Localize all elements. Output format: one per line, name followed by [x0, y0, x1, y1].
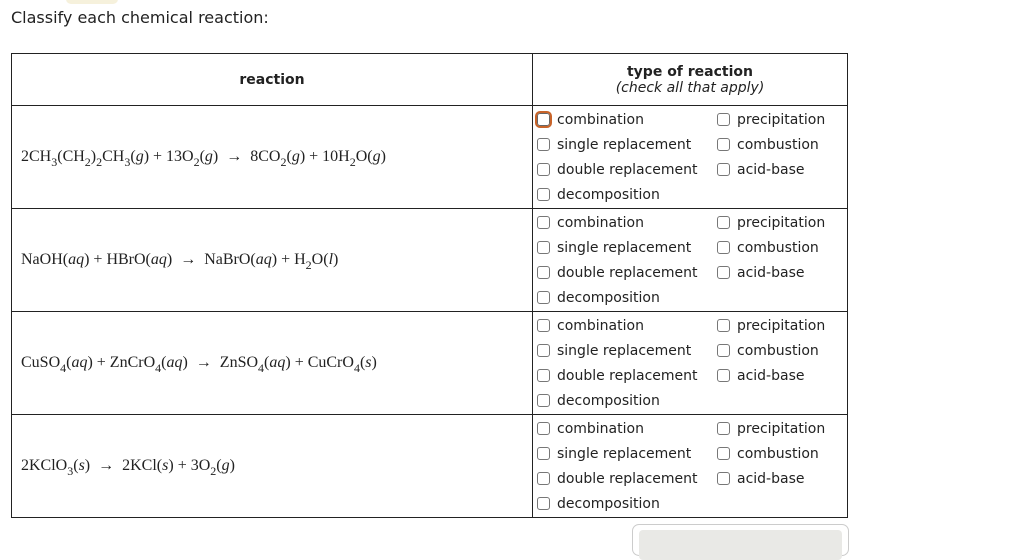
equation-part: ) + CuCrO: [285, 354, 354, 371]
option-label: single replacement: [557, 239, 692, 256]
option-acid-base[interactable]: [717, 363, 847, 388]
option-single-replacement[interactable]: [537, 338, 717, 363]
reaction-row: [12, 106, 848, 209]
reaction-equation: [12, 209, 533, 312]
option-acid-base[interactable]: [717, 466, 847, 491]
classification-table: [11, 53, 848, 518]
option-label: precipitation: [737, 214, 826, 231]
option-single-replacement[interactable]: [537, 441, 717, 466]
equation-part: (: [161, 354, 167, 371]
equation-part: aq: [255, 251, 272, 268]
equation-part: O(: [311, 251, 329, 268]
option-combination[interactable]: [537, 416, 717, 441]
equation-part: 2: [305, 258, 312, 272]
option-label: double replacement: [557, 470, 698, 487]
option-double-replacement[interactable]: [537, 260, 717, 285]
checkbox[interactable]: [717, 472, 730, 485]
checkbox[interactable]: [717, 422, 730, 435]
equation-part: ) → 8CO: [212, 148, 281, 165]
option-label: combustion: [737, 445, 819, 462]
option-label: combustion: [737, 342, 819, 359]
option-label: combination: [557, 111, 644, 128]
option-label: combustion: [737, 136, 819, 153]
checkbox[interactable]: [717, 447, 730, 460]
checkbox[interactable]: [537, 216, 550, 229]
reaction-type-options: [533, 209, 848, 312]
equation-part: s: [365, 354, 372, 371]
equation-part: aq: [166, 354, 183, 371]
equation-part: aq: [68, 251, 85, 268]
option-decomposition[interactable]: [537, 182, 717, 207]
equation-part: (CH: [57, 148, 85, 165]
equation-part: ) + ZnCrO: [87, 354, 156, 371]
option-acid-base[interactable]: [717, 157, 847, 182]
option-label: decomposition: [557, 186, 660, 203]
equation-part: 4: [155, 361, 162, 375]
option-single-replacement[interactable]: [537, 235, 717, 260]
header-type-label: type of reaction: [626, 63, 753, 80]
option-label: decomposition: [557, 495, 660, 512]
option-combination[interactable]: [537, 107, 717, 132]
option-label: combination: [557, 214, 644, 231]
checkbox[interactable]: [537, 163, 550, 176]
option-label: combustion: [737, 239, 819, 256]
option-precipitation[interactable]: [717, 107, 847, 132]
equation-part: 3: [124, 155, 131, 169]
option-label: single replacement: [557, 136, 692, 153]
reaction-row: [12, 415, 848, 518]
option-label: acid-base: [737, 264, 805, 281]
option-combination[interactable]: [537, 313, 717, 338]
option-double-replacement[interactable]: [537, 466, 717, 491]
equation-part: aq: [269, 354, 286, 371]
checkbox[interactable]: [537, 422, 550, 435]
equation-part: ) + 13O: [143, 148, 194, 165]
bottom-action-panel: [632, 524, 849, 556]
equation-part: g: [291, 148, 300, 165]
option-combustion[interactable]: [717, 132, 847, 157]
equation-part: 3: [51, 155, 58, 169]
equation-part: (: [286, 148, 292, 165]
equation-part: ) → ZnSO: [182, 354, 259, 371]
equation-part: ): [229, 457, 235, 474]
option-precipitation[interactable]: [717, 210, 847, 235]
option-single-replacement[interactable]: [537, 132, 717, 157]
checkbox[interactable]: [717, 241, 730, 254]
equation-part: 2: [210, 464, 217, 478]
reaction-equation: [12, 415, 533, 518]
equation-part: 2: [193, 155, 200, 169]
equation-part: 2: [280, 155, 287, 169]
equation-part: ): [371, 354, 377, 371]
option-combustion[interactable]: [717, 441, 847, 466]
equation-part: 3: [67, 464, 74, 478]
option-label: acid-base: [737, 367, 805, 384]
equation-part: 4: [258, 361, 265, 375]
equation-part: O(: [355, 148, 373, 165]
option-label: combination: [557, 317, 644, 334]
checkbox[interactable]: [717, 138, 730, 151]
option-label: double replacement: [557, 161, 698, 178]
option-decomposition[interactable]: [537, 491, 717, 516]
equation-part: g: [135, 148, 144, 165]
reaction-type-options: [533, 415, 848, 518]
equation-part: ): [333, 251, 339, 268]
reaction-type-options: [533, 312, 848, 415]
equation-part: (: [130, 148, 136, 165]
checkbox[interactable]: [537, 266, 550, 279]
option-double-replacement[interactable]: [537, 157, 717, 182]
equation-part: CH: [102, 148, 125, 165]
equation-part: ) + 10H: [299, 148, 350, 165]
checkbox[interactable]: [717, 369, 730, 382]
header-reaction: reaction: [12, 54, 533, 106]
question-prompt: Classify each chemical reaction:: [11, 8, 269, 27]
option-precipitation[interactable]: [717, 416, 847, 441]
equation-part: 2: [96, 155, 103, 169]
reaction-equation: [12, 312, 533, 415]
equation-part: s: [78, 457, 85, 474]
equation-part: 2: [349, 155, 356, 169]
checkbox[interactable]: [537, 369, 550, 382]
option-double-replacement[interactable]: [537, 363, 717, 388]
equation-part: 4: [353, 361, 360, 375]
checkbox[interactable]: [717, 113, 730, 126]
option-label: decomposition: [557, 289, 660, 306]
equation-part: CuSO: [21, 354, 61, 371]
checkbox[interactable]: [717, 216, 730, 229]
equation-part: aq: [150, 251, 167, 268]
equation-part: g: [204, 148, 213, 165]
checkbox[interactable]: [537, 447, 550, 460]
equation-part: ) → 2KCl(: [84, 457, 163, 474]
option-label: acid-base: [737, 161, 805, 178]
equation-part: 4: [60, 361, 67, 375]
equation-part: ) + HBrO(: [84, 251, 151, 268]
equation-part: g: [221, 457, 230, 474]
option-acid-base[interactable]: [717, 260, 847, 285]
equation-part: 2KClO: [21, 457, 68, 474]
reaction-row: [12, 209, 848, 312]
equation-part: s: [162, 457, 169, 474]
checkbox[interactable]: [537, 319, 550, 332]
checkbox[interactable]: [717, 163, 730, 176]
option-precipitation[interactable]: [717, 313, 847, 338]
equation-part: 2CH: [21, 148, 52, 165]
option-label: single replacement: [557, 342, 692, 359]
equation-part: (: [73, 457, 79, 474]
option-label: double replacement: [557, 264, 698, 281]
equation-part: ): [380, 148, 386, 165]
equation-part: (: [216, 457, 222, 474]
equation-part: ) → NaBrO(: [166, 251, 256, 268]
reaction-type-options: [533, 106, 848, 209]
header-type: [533, 54, 848, 106]
equation-part: aq: [71, 354, 88, 371]
equation-part: (: [359, 354, 366, 371]
equation-part: g: [372, 148, 381, 165]
option-label: precipitation: [737, 317, 826, 334]
checkbox[interactable]: [537, 344, 550, 357]
option-label: single replacement: [557, 445, 692, 462]
checkbox[interactable]: [537, 241, 550, 254]
equation-part: (: [66, 354, 72, 371]
equation-part: (: [264, 354, 270, 371]
option-decomposition[interactable]: [537, 285, 717, 310]
equation-part: 2: [84, 155, 91, 169]
option-combustion[interactable]: [717, 235, 847, 260]
option-label: acid-base: [737, 470, 805, 487]
option-label: precipitation: [737, 111, 826, 128]
equation-part: ) + 3O: [168, 457, 211, 474]
equation-part: ): [90, 148, 97, 165]
checkbox[interactable]: [537, 138, 550, 151]
checkbox[interactable]: [717, 344, 730, 357]
action-button[interactable]: [639, 530, 842, 560]
checkbox[interactable]: [537, 472, 550, 485]
option-label: precipitation: [737, 420, 826, 437]
equation-part: (: [199, 148, 205, 165]
option-decomposition[interactable]: [537, 388, 717, 413]
option-label: decomposition: [557, 392, 660, 409]
option-combustion[interactable]: [717, 338, 847, 363]
option-label: double replacement: [557, 367, 698, 384]
option-label: combination: [557, 420, 644, 437]
checkbox[interactable]: [717, 266, 730, 279]
equation-part: l: [328, 251, 334, 268]
equation-part: NaOH(: [21, 251, 69, 268]
checkbox[interactable]: [537, 394, 550, 407]
header-type-note: (check all that apply): [615, 79, 765, 96]
checkbox[interactable]: [717, 319, 730, 332]
reaction-equation: [12, 106, 533, 209]
option-combination[interactable]: [537, 210, 717, 235]
reaction-row: [12, 312, 848, 415]
checkbox[interactable]: [537, 497, 550, 510]
equation-part: ) + H: [271, 251, 306, 268]
checkbox[interactable]: [537, 188, 550, 201]
top-tab-edge: [66, 0, 118, 4]
checkbox[interactable]: [537, 291, 550, 304]
checkbox[interactable]: [537, 113, 550, 126]
